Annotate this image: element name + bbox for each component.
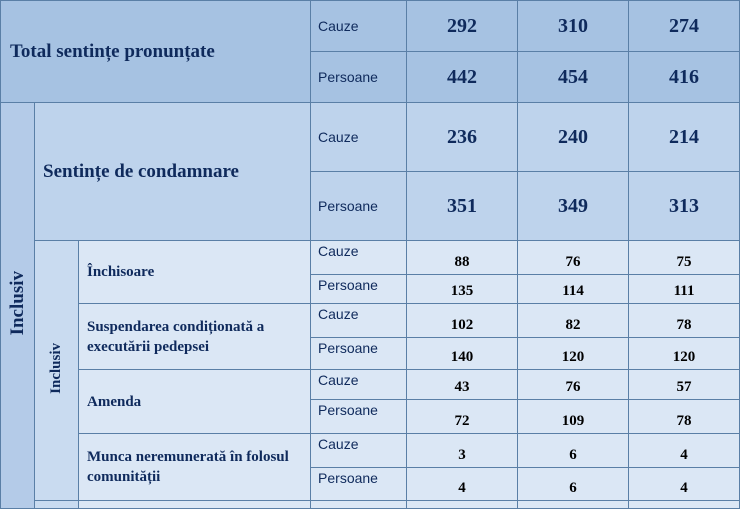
value-cell: 4 [629,468,740,501]
row-type: Persoane [311,275,407,304]
value-cell: 111 [629,275,740,304]
value-cell: 240 [518,103,629,172]
filler-cell [79,501,311,509]
value-cell: 236 [407,103,518,172]
value-cell: 349 [518,172,629,241]
row-type: Persoane [311,400,407,434]
value-cell: 313 [629,172,740,241]
category-label: Munca neremunerată în folosul comunității [79,434,311,501]
value-cell: 6 [518,468,629,501]
value-cell: 76 [518,370,629,400]
value-cell: 75 [629,241,740,275]
condamnare-label: Sentințe de condamnare [35,103,311,241]
value-cell: 3 [407,434,518,468]
row-type: Cauze [311,103,407,172]
value-cell: 120 [518,338,629,370]
category-label: Amenda [79,370,311,434]
row-type: Persoane [311,468,407,501]
value-cell: 114 [518,275,629,304]
category-row-cauze [1,370,740,400]
row-type: Cauze [311,434,407,468]
filler-cell [311,501,407,509]
filler-cell [407,501,518,509]
value-cell: 72 [407,400,518,434]
row-type: Cauze [311,304,407,338]
value-cell: 6 [518,434,629,468]
row-type: Persoane [311,338,407,370]
value-cell: 442 [407,52,518,103]
filler-cell [629,501,740,509]
value-cell: 109 [518,400,629,434]
value-cell: 78 [629,304,740,338]
value-cell: 76 [518,241,629,275]
row-type: Persoane [311,52,407,103]
value-cell: 351 [407,172,518,241]
category-row-cauze [1,434,740,468]
filler-cell [35,501,79,509]
condamnare-row-cauze [1,103,740,172]
value-cell: 120 [629,338,740,370]
value-cell: 57 [629,370,740,400]
value-cell: 416 [629,52,740,103]
category-row-cauze [1,241,740,275]
value-cell: 135 [407,275,518,304]
value-cell: 43 [407,370,518,400]
value-cell: 454 [518,52,629,103]
category-label: Suspendarea condiționată a executării pedepsei [79,304,311,370]
value-cell: 82 [518,304,629,338]
value-cell: 4 [407,468,518,501]
value-cell: 78 [629,400,740,434]
inclusiv-inner-label: Inclusiv [35,241,79,501]
row-type: Cauze [311,370,407,400]
value-cell: 88 [407,241,518,275]
value-cell: 140 [407,338,518,370]
row-type: Cauze [311,1,407,52]
total-row-cauze [1,1,740,52]
value-cell: 102 [407,304,518,338]
value-cell: 292 [407,1,518,52]
total-label: Total sentințe pronunțate [1,1,311,103]
category-label: Închisoare [79,241,311,304]
row-type: Persoane [311,172,407,241]
value-cell: 214 [629,103,740,172]
row-type: Cauze [311,241,407,275]
inclusiv-outer-label: Inclusiv [1,103,35,509]
category-row-cauze [1,304,740,338]
value-cell: 274 [629,1,740,52]
filler-cell [518,501,629,509]
value-cell: 4 [629,434,740,468]
table-row-cut [1,501,740,509]
value-cell: 310 [518,1,629,52]
